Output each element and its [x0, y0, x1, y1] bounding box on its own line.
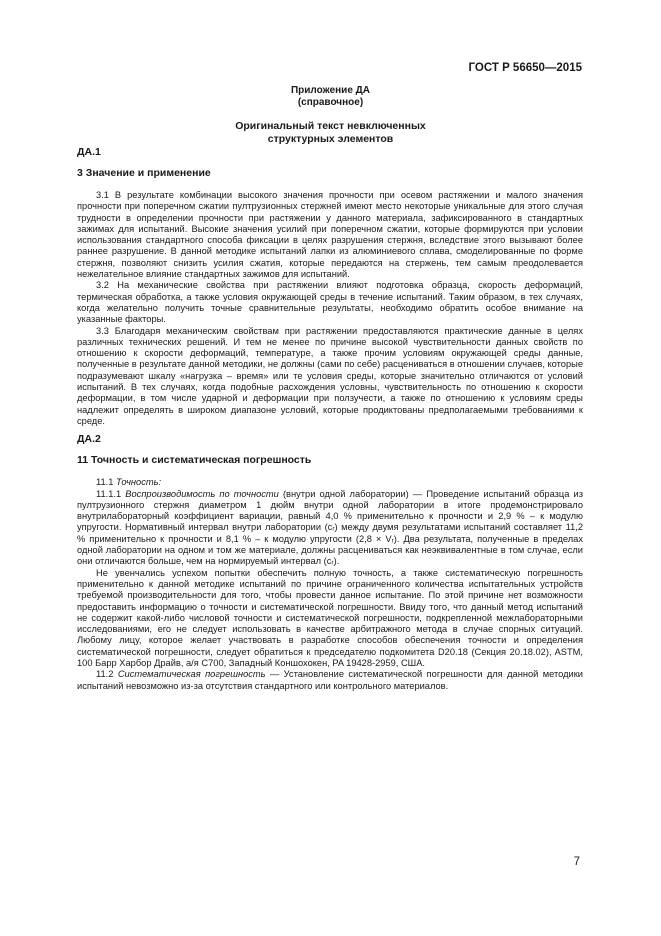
term-repeatability: Воспроизводимость по точности [125, 488, 279, 499]
standard-code: ГОСТ Р 56650—2015 [468, 62, 582, 74]
term-precision: Точность: [116, 477, 162, 488]
paragraph-3-3: 3.3 Благодаря механическим свойствам при растяжении предоставляются практические данные в целях различных технических решений. И тем не менее по причине высокой чувствительности данных свойств по отношению к скорости деформаций, температуре, а также прочим условиям окружающей среды данные, полученные в результате данной методики, не должны (сами по себе) расцениваться в отношении случаев, которые подразумевают шкалу «нагрузка – время» или те условия среды, которые значительно отличаются от условий испытаний. В тех случаях, когда подобные расхождения условны, чувствительность по отношению к скорости деформации, в том числе ударной и деформации при ползучести, а также по отношению к условиям среды надлежит определять в широком диапазоне условий, которые продиктованы предполагаемыми требованиями к среде. [77, 325, 583, 426]
paragraph-11-1-1-text: (внутри одной лаборатории) — Проведение испытаний образца из пултрузионного стержня диаметром 1 дюйм внутри одной лаборатории в итоге продемонстрировало внутрилабораторный коэффициент вариации, равный 4,0 % применительно к прочности и 2,9 % – к модулю упругости. Нормативный интервал внутри лаборатории (cᵣ) между двумя результатами испытаний составляет 11,2 % применительно к прочности и 8,1 % – к модулю упругости (2,8 × Vᵣ). Два результата, полученные в пределах одной лаборатории на одном и том же материале, должны расцениваться как неэквивалентные в том случае, если они отличаются больше, чем на нормируемый интервал (cᵣ). [77, 488, 583, 567]
annex-heading [0, 120, 661, 146]
clause-number-11-2: 11.2 [96, 669, 118, 680]
section-heading-significance: 3 Значение и применение [77, 167, 211, 179]
annex-title: Приложение ДА [290, 85, 371, 96]
document-body [77, 146, 583, 692]
paragraph-11-2 [77, 669, 583, 692]
paragraph-3-1: 3.1 В результате комбинации высокого значения прочности при осевом растяжении и малого значения прочности при поперечном сжатии пултрузионных стержней имеют место некоторые уникальные для этого случая трудности в определении прочности при растяжении у данного материала, зафиксированного в стандартных зажимах для испытаний. Высокие значения усилий при поперечном сжатии, которые формируются при условии использования стандартного способа фиксации в целях разрушения стержня, вследствие этого вызывают более раннее разрушение. В данной методике испытаний лапки из алюминиевого сплава, смоделированные по форме стержня, позволяют снизить усилия сжатия, которые передаются на стержень, тем самым преодолевается нежелательное влияние стандартных зажимов для испытаний. [77, 190, 583, 280]
annex-header [0, 85, 661, 109]
section-id-da2: ДА.2 [77, 433, 101, 446]
paragraph-11-1 [77, 477, 583, 488]
paragraph-3-2: 3.2 На механические свойства при растяжении влияют подготовка образца, скорость деформаций, термическая обработка, а также условия окружающей среды в течение испытаний. Таким образом, в тех случаях, когда желательно получить точные сравнительные результаты, необходимо обратить особое внимание на указанные факторы. [77, 280, 583, 325]
page-number: 7 [573, 856, 580, 868]
term-bias: Систематическая погрешность [117, 669, 266, 680]
paragraph-11-2-text: — Установление систематической погрешности для данной методики испытаний невозможно из-за отсутствия стандартного или контрольного материалов. [77, 669, 583, 691]
clause-number-11-1: 11.1 [96, 477, 116, 488]
annex-subtitle: (справочное) [297, 97, 364, 108]
paragraph-11-1-1 [77, 489, 583, 568]
clause-number-11-1-1: 11.1.1 [96, 488, 126, 499]
section-heading-precision: 11 Точность и систематическая погрешность [77, 454, 312, 467]
paragraph-attempts: Не увенчались успехом попытки обеспечить полную точность, а также систематическую погрешность применительно к данной методике испытаний по причине ограниченного количества испытательных устройств требуемой производительности для того, чтобы провести данное испытание. По этой причине нет возможности предоставить информацию о точности и систематической погрешности. Ввиду того, что данный метод испытаний не содержит какой-либо числовой точности и систематической погрешности, подкрепленной межлабораторными исследованиями, его не следует использовать в качестве арбитражного метода в случае спорных ситуаций. Любому лицу, которое желает участвовать в разработке способов обеспечения точности и определения систематической погрешности, следует обратиться к председателю подкомитета D20.18 (Секция 20.18.02), ASTM, 100 Барр Харбор Драйв, а/я C700, Западный Коншохокен, PA 19428-2959, США. [77, 567, 583, 668]
annex-heading-line1: Оригинальный текст невключенных [235, 120, 426, 132]
section-id-da1: ДА.1 [77, 146, 101, 158]
annex-heading-line2: структурных элементов [267, 133, 394, 145]
